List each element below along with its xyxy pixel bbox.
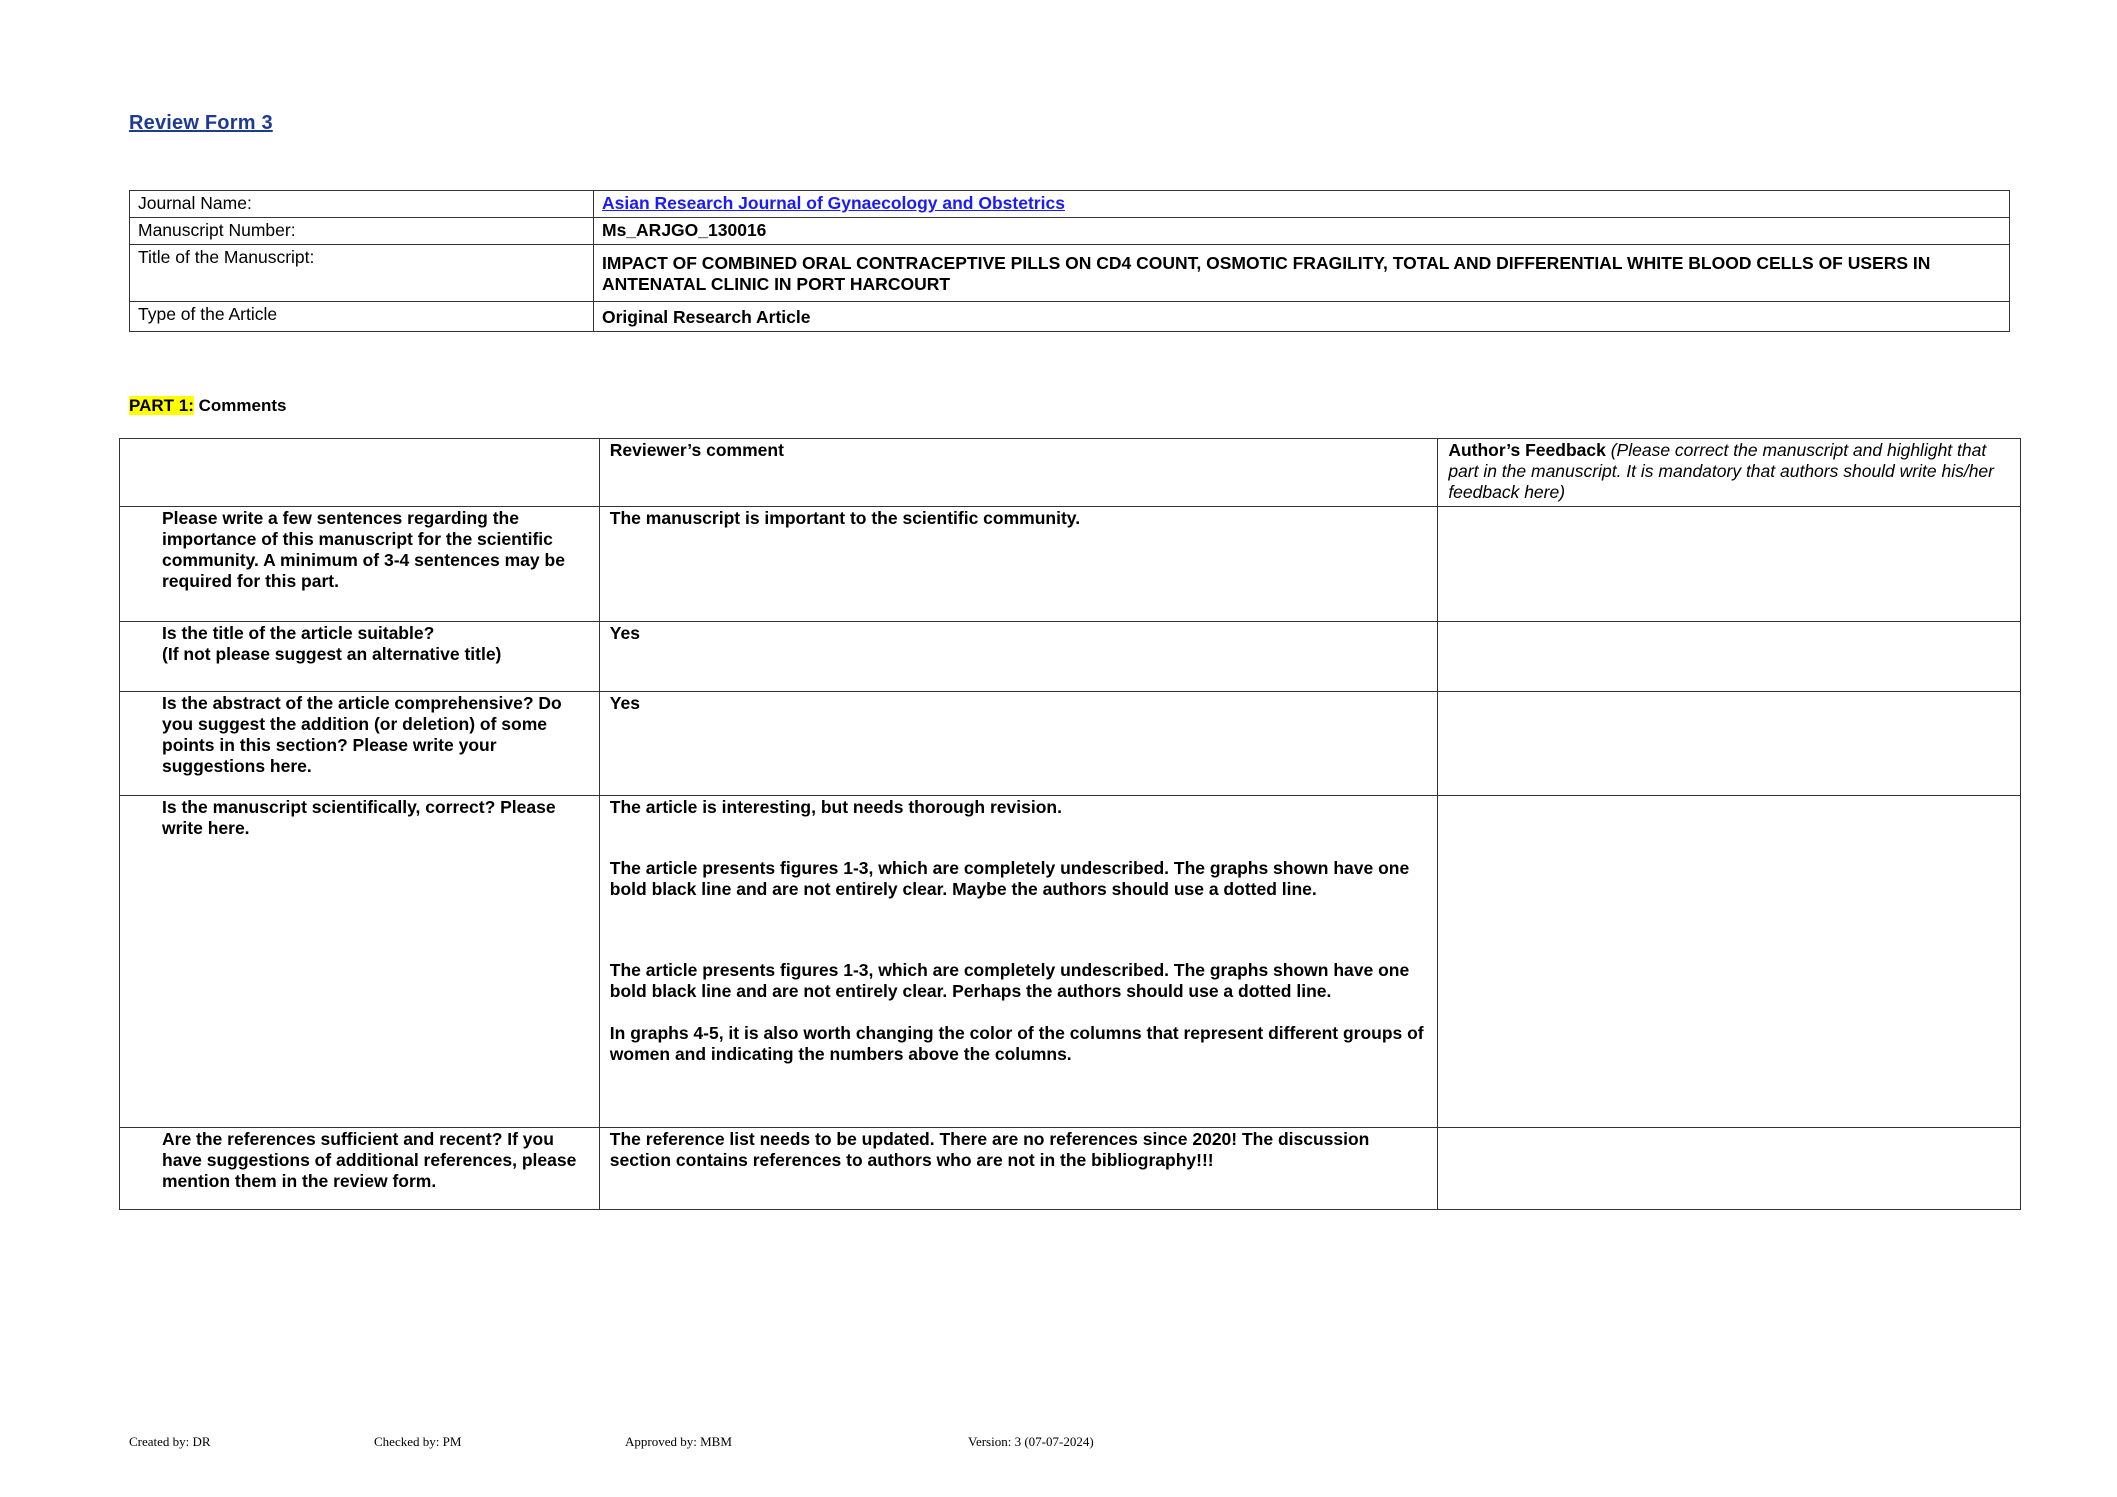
article-type: Original Research Article — [594, 302, 2010, 332]
reviewer-comment-cell — [599, 507, 1438, 622]
manuscript-title: IMPACT OF COMBINED ORAL CONTRACEPTIVE PILLS ON CD4 COUNT, OSMOTIC FRAGILITY, TOTAL AND DIFFERENTIAL WHITE BLOOD CELLS OF USERS IN ANTENATAL CLINIC IN PORT HARCOURT — [594, 245, 2010, 302]
info-row-title — [130, 245, 2010, 302]
question-cell: Are the references sufficient and recent? If you have suggestions of additional references, please mention them in the review form. — [120, 1128, 600, 1210]
comments-table — [119, 438, 2021, 1210]
footer-created-by: Created by: DR — [129, 1434, 211, 1449]
form-title: Review Form 3 — [129, 112, 273, 134]
author-feedback-header — [1438, 439, 2021, 507]
comment-paragraph: In graphs 4-5, it is also worth changing the color of the columns that represent different groups of women and indicating the numbers above the columns. — [609, 1023, 1424, 1064]
question-cell: Is the abstract of the article comprehensive? Do you suggest the addition (or deletion) of some points in this section? Please write your suggestions here. — [120, 692, 600, 796]
author-feedback-cell[interactable] — [1438, 507, 2021, 622]
author-feedback-cell[interactable] — [1438, 692, 2021, 796]
journal-label: Journal Name: — [130, 191, 594, 218]
type-label: Type of the Article — [130, 302, 594, 332]
comment-paragraph: Yes — [609, 693, 640, 713]
author-feedback-cell[interactable] — [1438, 1128, 2021, 1210]
info-row-type — [130, 302, 2010, 332]
question-cell: Please write a few sentences regarding the importance of this manuscript for the scientific community. A minimum of 3-4 sentences may be required for this part. — [120, 507, 600, 622]
question-line: (If not please suggest an alternative title) — [162, 644, 502, 664]
comment-paragraph: Yes — [609, 623, 640, 643]
table-row — [120, 796, 2021, 1128]
table-row — [120, 507, 2021, 622]
comment-paragraph: The article is interesting, but needs thorough revision. — [609, 797, 1062, 817]
manuscript-label: Manuscript Number: — [130, 218, 594, 245]
comment-paragraph: The article presents figures 1-3, which are completely undescribed. The graphs shown have one bold black line and are not entirely clear. Maybe the authors should use a dotted line. — [609, 858, 1410, 899]
part1-title: Comments — [198, 396, 287, 415]
journal-value-cell — [594, 191, 2010, 218]
reviewer-comment-header: Reviewer’s comment — [599, 439, 1438, 507]
footer-version: Version: 3 (07-07-2024) — [968, 1434, 1094, 1449]
part1-label: PART 1: — [129, 396, 194, 415]
manuscript-number: Ms_ARJGO_130016 — [594, 218, 2010, 245]
question-line: Is the title of the article suitable? — [162, 623, 435, 643]
info-row-journal — [130, 191, 2010, 218]
author-feedback-instructions: (Please correct the manuscript and highlight that part in the manuscript. It is mandatory that authors should write his/her feedback here) — [1448, 440, 1994, 502]
reviewer-comment-cell — [599, 622, 1438, 692]
reviewer-comment-cell — [599, 796, 1438, 1128]
footer-checked-by: Checked by: PM — [374, 1434, 462, 1449]
question-cell — [120, 622, 600, 692]
journal-link[interactable]: Asian Research Journal of Gynaecology and Obstetrics — [602, 193, 1065, 213]
author-feedback-cell[interactable] — [1438, 622, 2021, 692]
footer-approved-by: Approved by: MBM — [625, 1434, 732, 1449]
comment-paragraph: The reference list needs to be updated. There are no references since 2020! The discussion section contains references to authors who are not in the bibliography!!! — [609, 1129, 1370, 1170]
author-feedback-title: Author’s Feedback — [1448, 440, 1606, 460]
table-row — [120, 1128, 2021, 1210]
table-row — [120, 622, 2021, 692]
comment-paragraph: The article presents figures 1-3, which are completely undescribed. The graphs shown have one bold black line and are not entirely clear. Perhaps the authors should use a dotted line. — [609, 960, 1410, 1001]
reviewer-comment-cell — [599, 692, 1438, 796]
comments-header-row — [120, 439, 2021, 507]
comment-paragraph: The manuscript is important to the scientific community. — [609, 508, 1081, 528]
manuscript-info-table — [129, 190, 2010, 332]
title-label: Title of the Manuscript: — [130, 245, 594, 302]
info-row-manuscript — [130, 218, 2010, 245]
part1-heading — [129, 396, 286, 416]
reviewer-comment-cell — [599, 1128, 1438, 1210]
question-cell: Is the manuscript scientifically, correct? Please write here. — [120, 796, 600, 1128]
author-feedback-cell[interactable] — [1438, 796, 2021, 1128]
header-empty-cell — [120, 439, 600, 507]
table-row — [120, 692, 2021, 796]
